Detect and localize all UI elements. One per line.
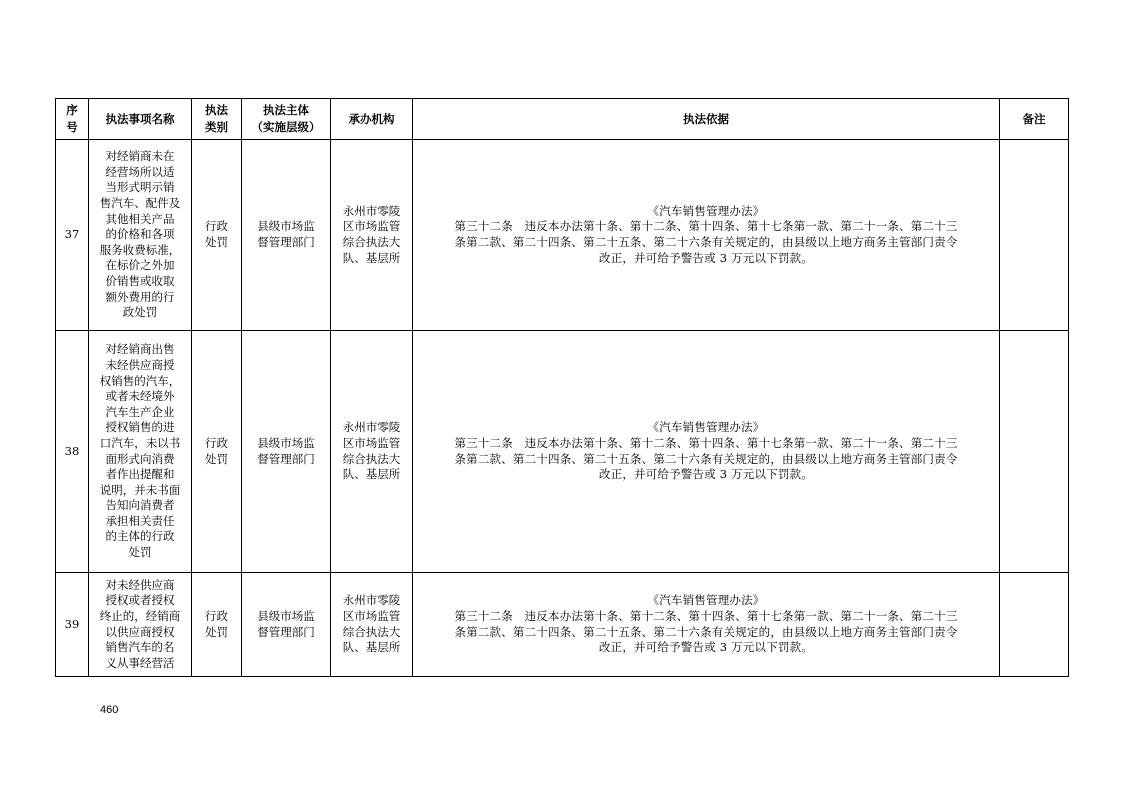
header-subject: 执法主体 （实施层级） [242, 99, 331, 140]
page-number: 460 [100, 704, 119, 716]
row-subject: 县级市场监 督管理部门 [242, 573, 331, 677]
table-header-row [56, 99, 1069, 140]
header-item-name: 执法事项名称 [89, 99, 192, 140]
row-category: 行政 处罚 [192, 573, 242, 677]
header-basis: 执法依据 [413, 99, 1000, 140]
row-basis: 《汽车销售管理办法》 第三十二条 违反本办法第十条、第十二条、第十四条、第十七条第一款、第二十一条、第二十三 条第二款、第二十四条、第二十五条、第二十六条有关规定的，由县级以上地方商务主管部门责令 改正，并可给予警告或 3 万元以下罚款。 [413, 573, 1000, 677]
table-row [56, 331, 1069, 573]
row-remark [1000, 573, 1069, 677]
row-agency: 永州市零陵 区市场监管 综合执法大 队、基层所 [331, 331, 413, 573]
row-agency: 永州市零陵 区市场监管 综合执法大 队、基层所 [331, 573, 413, 677]
table-row [56, 573, 1069, 677]
row-basis: 《汽车销售管理办法》 第三十二条 违反本办法第十条、第十二条、第十四条、第十七条第一款、第二十一条、第二十三 条第二款、第二十四条、第二十五条、第二十六条有关规定的，由县级以上地方商务主管部门责令 改正，并可给予警告或 3 万元以下罚款。 [413, 140, 1000, 331]
table-row [56, 140, 1069, 331]
row-category: 行政 处罚 [192, 140, 242, 331]
row-agency: 永州市零陵 区市场监管 综合执法大 队、基层所 [331, 140, 413, 331]
row-item-name: 对经销商未在 经营场所以适 当形式明示销 售汽车、配件及 其他相关产品 的价格和各项 服务收费标准， 在标价之外加 价销售或收取 额外费用的行 政处罚 [89, 140, 192, 331]
row-subject: 县级市场监 督管理部门 [242, 331, 331, 573]
row-subject: 县级市场监 督管理部门 [242, 140, 331, 331]
row-seq: 39 [56, 573, 89, 677]
header-agency: 承办机构 [331, 99, 413, 140]
row-remark [1000, 140, 1069, 331]
header-remark: 备注 [1000, 99, 1069, 140]
row-basis: 《汽车销售管理办法》 第三十二条 违反本办法第十条、第十二条、第十四条、第十七条第一款、第二十一条、第二十三 条第二款、第二十四条、第二十五条、第二十六条有关规定的，由县级以上地方商务主管部门责令 改正，并可给予警告或 3 万元以下罚款。 [413, 331, 1000, 573]
row-seq: 38 [56, 331, 89, 573]
header-seq: 序 号 [56, 99, 89, 140]
row-seq: 37 [56, 140, 89, 331]
row-remark [1000, 331, 1069, 573]
header-category: 执法 类别 [192, 99, 242, 140]
row-category: 行政 处罚 [192, 331, 242, 573]
enforcement-items-table [55, 98, 1069, 677]
row-item-name: 对经销商出售 未经供应商授 权销售的汽车， 或者未经境外 汽车生产企业 授权销售的进 口汽车，未以书 面形式向消费 者作出提醒和 说明，并未书面 告知向消费者 承担相关责任 的主体的行政 处罚 [89, 331, 192, 573]
row-item-name: 对未经供应商 授权或者授权 终止的，经销商 以供应商授权 销售汽车的名 义从事经营活 [89, 573, 192, 677]
